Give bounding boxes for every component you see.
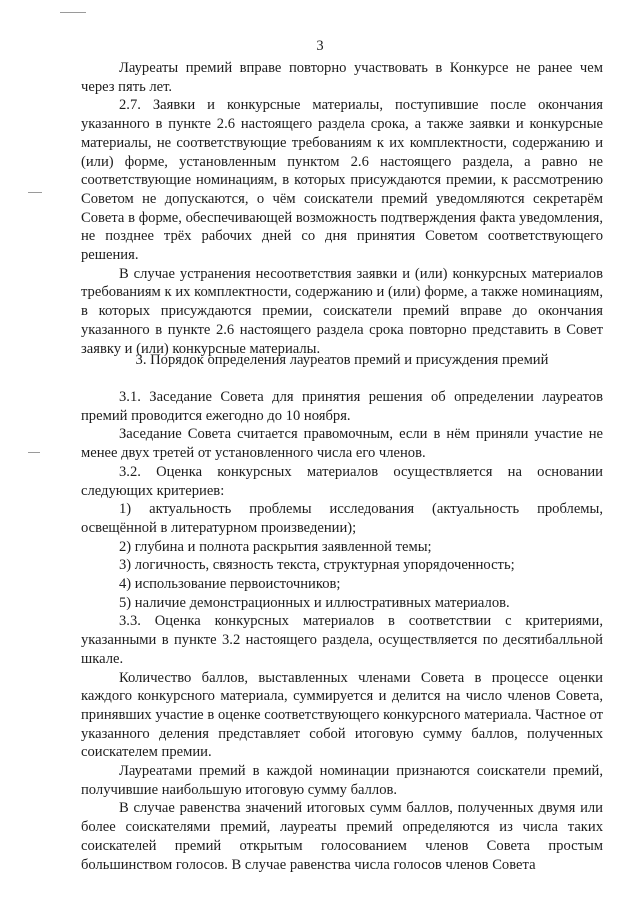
paragraph-score-calculation: Количество баллов, выставленных членами Совета в процессе оценки каждого конкурсного материала, суммируется и делится на число членов Совета, принявших участие в оценке соответствующего конкурсного материала. Частное от указанного деления представляет собой итоговую сумму баллов, полученных соискателем премии. bbox=[81, 669, 603, 761]
scan-artifact-top-left bbox=[60, 12, 86, 13]
criterion-1: 1) актуальность проблемы исследования (актуальность проблемы, освещённой в литературном произведении); bbox=[81, 501, 603, 536]
paragraph-2-7-correction: В случае устранения несоответствия заявки и (или) конкурсных материалов требованиям к их комплектности, содержанию и (или) форме, а также номинациям, в которых присуждаются премии, соискатели премий вправе до окончания указанного в пункте 2.6 настоящего раздела срока повторно представить в Совет заявку и (или) конкурсные материалы. bbox=[81, 265, 603, 357]
section-3-heading: 3. Порядок определения лауреатов премий и присуждения премий bbox=[135, 352, 549, 368]
criterion-3: 3) логичность, связность текста, структурная упорядоченность; bbox=[119, 557, 515, 574]
body-block-top bbox=[81, 59, 603, 358]
scan-artifact-left-1 bbox=[28, 192, 42, 193]
paragraph-2-7: 2.7. Заявки и конкурсные материалы, поступившие после окончания указанного в пункте 2.6 настоящего раздела срока, а также заявки и конкурсные материалы, не соответствующие требованиям к их комплектности, содержанию и (или) форме, установленным пунктом 2.6 настоящего раздела, а равно не соответствующие номинациям, в которых присуждаются премии, к рассмотрению Советом не допускаются, о чём соискатели премий уведомляются секретарём Совета в форме, обеспечивающей возможность подтверждения факта уведомления, не позднее трёх рабочих дней со дня принятия Советом соответствующего решения. bbox=[81, 97, 603, 264]
criterion-5: 5) наличие демонстрационных и иллюстративных материалов. bbox=[119, 594, 510, 611]
criterion-4: 4) использование первоисточников; bbox=[119, 576, 341, 593]
paragraph-laureates-repeat: Лауреаты премий вправе повторно участвовать в Конкурсе не ранее чем через пять лет. bbox=[81, 60, 603, 95]
paragraph-3-2: 3.2. Оценка конкурсных материалов осуществляется на основании следующих критериев: bbox=[81, 463, 603, 499]
page-number: 3 bbox=[316, 38, 324, 54]
scan-artifact-left-2 bbox=[28, 452, 40, 453]
paragraph-3-1: 3.1. Заседание Совета для принятия решения об определении лауреатов премий проводится ежегодно до 10 ноября. bbox=[81, 389, 603, 424]
body-block-section-3 bbox=[81, 388, 603, 874]
paragraph-laureates-definition: Лауреатами премий в каждой номинации признаются соискатели премий, получившие наибольшую итоговую сумму баллов. bbox=[81, 763, 603, 798]
paragraph-3-3: 3.3. Оценка конкурсных материалов в соответствии с критериями, указанными в пункте 3.2 настоящего раздела, осуществляется по десятибалльной шкале. bbox=[81, 613, 603, 667]
paragraph-tie-break: В случае равенства значений итоговых сумм баллов, полученных двумя или более соискателями премий, лауреаты премий определяются из числа таких соискателей премий открытым голосованием членов Совета простым большинством голосов. В случае равенства числа голосов членов Совета bbox=[81, 800, 603, 873]
paragraph-quorum: Заседание Совета считается правомочным, если в нём приняли участие не менее двух третей от установленного числа его членов. bbox=[81, 426, 603, 462]
criterion-2: 2) глубина и полнота раскрытия заявленной темы; bbox=[119, 538, 432, 555]
